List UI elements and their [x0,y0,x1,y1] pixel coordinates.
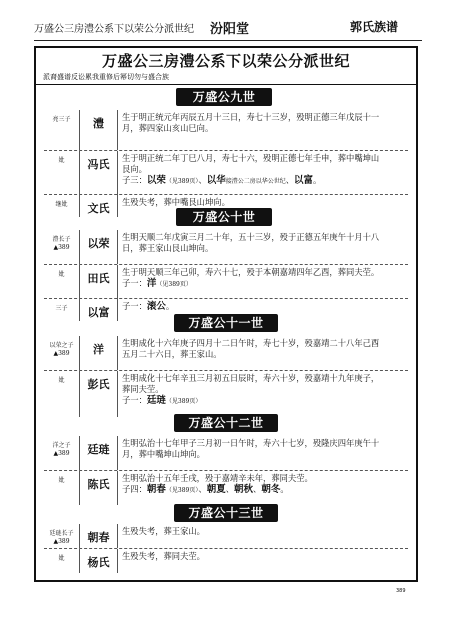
entry-row [44,370,408,417]
entry-row [44,470,408,505]
entry-row [44,524,408,548]
entry-row [44,264,408,299]
children-line: 子一：滚公。 [122,301,175,312]
children-line: 子四：朝春（见389页）、朝夏、朝秋、朝冬。 [122,484,289,495]
entry-name: 冯氏 [80,151,118,195]
page-header [0,0,455,44]
generation-heading: 万盛公十二世 [174,414,278,432]
entry-relation: 廷琏长子 ▲389 [44,524,80,548]
header-left-text: 万盛公三房澧公系下以荣公分派世纪 [34,24,194,35]
entry-description: 生于明正统元年丙辰五月十三日，寿七十三岁，殁明正德三年戊辰十一 月，葬四家山亥山巳向。 [122,112,380,133]
page-title: 万盛公三房澧公系下以荣公分派世纪 [101,52,350,70]
entry-name: 洋 [80,336,118,370]
entry-name: 彭氏 [80,371,118,417]
entry-description: 生明弘治十七年甲子三月初一日午时，寿六十七岁，殁隆庆四年庚午十 月，葬中嘴坤山坤向。 [122,438,380,459]
entry-description: 生于明正统二年丁巳八月，寿七十六，殁明正德七年壬申，葬中嘴坤山 艮向。 子三：以荣（见389页）、以华接澧公二房以华公世纪、以富。 [122,153,408,187]
entry-name: 澧 [80,110,118,150]
children-line: 子一：洋（见389页） [122,278,192,289]
generation-heading: 万盛公十世 [176,208,272,226]
page-number: 389 [396,588,406,594]
entry-row [44,110,408,150]
entry-description: 生殁失考，葬同夫茔。 [122,551,205,561]
entry-row [44,150,408,195]
entry-relation: 三子 [44,299,80,321]
entry-name: 廷琏 [80,436,118,470]
entry-relation: 亮三子 [44,110,80,150]
entry-relation: 澧长子 ▲389 [44,230,80,264]
entry-relation: 妣 [44,471,80,505]
entry-name: 田氏 [80,265,118,299]
generation-heading: 万盛公十一世 [174,314,278,332]
title-rule [36,84,416,85]
entry-description [122,301,408,312]
generation-heading: 万盛公九世 [176,88,272,106]
generation-heading: 万盛公十三世 [174,504,278,522]
page-subtitle: 派裔盛谱反讼累我重修后幂切勿与盛合族 [43,73,169,81]
header-genealogy-name: 郭氏族谱 [350,20,399,34]
entry-relation: 妣 [44,549,80,573]
entry-description: 生于明天顺三年己卯，寿六十七，殁于本朝嘉靖四年乙酉，葬同夫茔。 子一：洋（见389页） [122,267,408,290]
entry-row [44,548,408,573]
children-line: 子一：廷琏（见389页） [122,395,202,406]
entry-description: 生明成化十七年辛丑三月初五日辰时，寿六十岁，殁嘉靖十九年庚子， 葬同夫茔。 子一：廷琏（见389页） [122,373,408,407]
entry-relation: 妣 [44,371,80,417]
entry-description: 生明成化十六年庚子四月十二日午时，寿七十岁，殁嘉靖二十八年己酉 五月二十六日，葬王家山。 [122,338,380,359]
entry-name: 陈氏 [80,471,118,505]
entry-relation: 以荣之子 ▲389 [44,336,80,370]
entry-relation: 继妣 [44,195,80,217]
entry-row [44,230,408,264]
entry-relation: 妣 [44,265,80,299]
entry-description: 生明天顺二年戊寅三月二十年，五十三岁，殁于正德五年庚午十月十八 日，葬王家山艮山坤向。 [122,232,380,253]
entry-relation: 妣 [44,151,80,195]
entry-description: 生殁失考，葬王家山。 [122,526,205,536]
entry-name: 杨氏 [80,549,118,573]
children-line: 子三：以荣（见389页）、以华接澧公二房以华公世纪、以富。 [122,175,322,186]
entry-name: 朝春 [80,524,118,548]
entry-name: 以富 [80,299,118,321]
entry-relation: 洋之子 ▲389 [44,436,80,470]
header-rule [34,40,422,41]
genealogy-frame [34,46,418,582]
entry-description: 生殁失考，葬中嘴艮山坤向。 [122,197,230,207]
entry-description: 生明弘治十五年壬戌，殁于嘉靖辛未年，葬同夫茔。 子四：朝春（见389页）、朝夏、朝秋、朝冬。 [122,473,408,496]
header-hall-name: 汾阳堂 [210,22,250,37]
entry-row [44,436,408,470]
entry-name: 文氏 [80,195,118,217]
entry-name: 以荣 [80,230,118,264]
entry-row [44,336,408,370]
